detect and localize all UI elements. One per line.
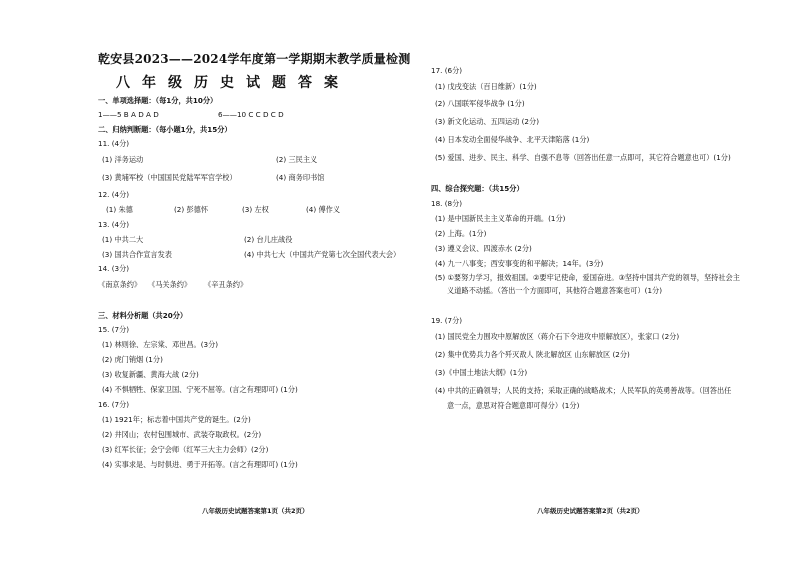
- q17-answer-4: (4) 日本发动全面侵华战争、北平天津陷落 (1分): [435, 135, 590, 144]
- q19-answer-4-cont: 意一点，意思对符合题意即可得分）(1分): [447, 401, 580, 410]
- section-4-title: 四、综合探究题：（共15分）: [431, 184, 524, 193]
- q16-answer-3: (3) 红军长征；会宁会师（红军三大主力会师）(2分): [102, 445, 269, 454]
- q18-answer-4: (4) 九一八事变；西安事变的和平解决；14年。(3分): [435, 259, 604, 268]
- q19-answer-2: (2) 集中优势兵力各个歼灭敌人 陕北解放区 山东解放区 (2分): [435, 350, 630, 359]
- q16-answer-4: (4) 实事求是、与时俱进、勇于开拓等。(言之有理即可) (1分): [102, 460, 298, 469]
- section-3-title: 三、材料分析题（共20分）: [98, 311, 188, 320]
- q15-answer-2: (2) 虎门销烟 (1分): [102, 355, 163, 364]
- q13-answer-3: (3) 国共合作宣言发表: [102, 250, 172, 259]
- page-footer-1: 八年级历史试题答案第1页（共2页）: [202, 507, 309, 515]
- q19-answer-4: (4) 中共的正确领导；人民的支持；采取正确的战略战术；人民军队的英勇善战等。（回答出任: [435, 386, 732, 395]
- q14-answer-2: 《马关条约》: [148, 280, 192, 289]
- question-13-header: 13. (4分): [98, 220, 130, 229]
- q15-answer-4: (4) 不惧牺牲、保家卫国、宁死不屈等。(言之有理即可) (1分): [102, 385, 298, 394]
- q19-answer-1: (1) 国民党全力围攻中原解放区（蒋介石下令进攻中原解放区），张家口 (2分): [435, 332, 680, 341]
- answer-page-2: [397, 0, 794, 561]
- q11-answer-4: (4) 商务印书馆: [276, 173, 325, 182]
- q18-answer-2: (2) 上海。(1分): [435, 229, 487, 238]
- q14-answer-1: 《南京条约》: [98, 280, 142, 289]
- q15-answer-3: (3) 收复新疆、黄海大战 (2分): [102, 370, 199, 379]
- q18-answer-5: (5) ①要努力学习，报效祖国。②要牢记使命，爱国奋进。③坚持中国共产党的领导，坚持社会主: [435, 273, 740, 282]
- q12-answer-1: (1) 朱德: [106, 205, 133, 214]
- section-1-title: 一、单项选择题：（每1分，共10分）: [98, 96, 218, 105]
- q11-answer-2: (2) 三民主义: [276, 155, 318, 164]
- question-17-header: 17. (6分): [431, 66, 463, 75]
- q11-answer-1: (1) 洋务运动: [102, 155, 144, 164]
- q18-answer-1: (1) 是中国新民主主义革命的开端。(1分): [435, 214, 566, 223]
- q17-answer-3: (3) 新文化运动、五四运动 (2分): [435, 117, 539, 126]
- question-18-header: 18. (8分): [431, 199, 463, 208]
- q12-answer-2: (2) 彭德怀: [174, 205, 209, 214]
- question-15-header: 15. (7分): [98, 325, 130, 334]
- q13-answer-2: (2) 台儿庄战役: [244, 235, 293, 244]
- q15-answer-1: (1) 林则徐、左宗棠、邓世昌。(3分): [102, 340, 219, 349]
- q19-answer-3: (3)《中国土地法大纲》(1分): [435, 368, 528, 377]
- q11-answer-3: (3) 黄埔军校（中国国民党陆军军官学校）: [102, 173, 237, 182]
- exam-title: 乾安县2023——2024学年度第一学期期末教学质量检测: [98, 52, 411, 66]
- question-11-header: 11. (4分): [98, 139, 130, 148]
- q16-answer-2: (2) 井冈山；农村包围城市、武装夺取政权。(2分): [102, 430, 262, 439]
- question-19-header: 19. (7分): [431, 316, 463, 325]
- section-1-answers-b: 6——10 C C D C D: [218, 110, 284, 119]
- q17-answer-5: (5) 爱国、进步、民主、科学、自强不息等（回答出任意一点即可，其它符合题意也可）(1分): [435, 153, 731, 162]
- q18-answer-5-cont: 义道路不动摇。（答出一个方面即可，其他符合题意答案也可）(1分): [447, 286, 663, 295]
- section-2-title: 二、归纳判断题：（每小题1分，共15分）: [98, 125, 232, 134]
- q12-answer-3: (3) 左权: [242, 205, 269, 214]
- q16-answer-1: (1) 1921年；标志着中国共产党的诞生。(2分): [102, 415, 251, 424]
- q17-answer-2: (2) 八国联军侵华战争 (1分): [435, 99, 525, 108]
- q13-answer-1: (1) 中共二大: [102, 235, 144, 244]
- page-footer-2: 八年级历史试题答案第2页（共2页）: [537, 507, 644, 515]
- q12-answer-4: (4) 傅作义: [306, 205, 341, 214]
- answer-sheet-title: 八年级历史试题答案: [116, 75, 350, 91]
- q17-answer-1: (1) 戊戌变法（百日维新）(1分): [435, 82, 537, 91]
- q14-answer-3: 《辛丑条约》: [204, 280, 248, 289]
- question-14-header: 14. (3分): [98, 264, 130, 273]
- q13-answer-4: (4) 中共七大（中国共产党第七次全国代表大会）: [244, 250, 401, 259]
- section-1-answers-a: 1——5 B A D A D: [98, 110, 159, 119]
- question-16-header: 16. (7分): [98, 400, 130, 409]
- q18-answer-3: (3) 遵义会议、四渡赤水 (2分): [435, 244, 532, 253]
- question-12-header: 12. (4分): [98, 190, 130, 199]
